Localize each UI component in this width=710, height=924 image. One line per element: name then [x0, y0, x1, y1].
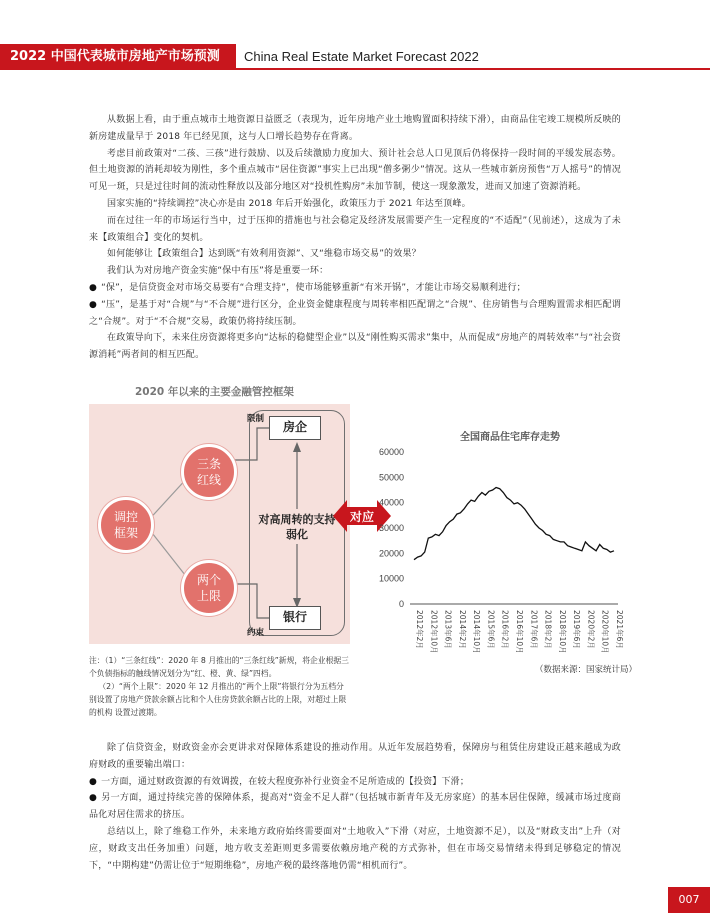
- y-tick-label: 10000: [378, 573, 404, 584]
- figure-title: 2020 年以来的主要金融管控框架: [135, 386, 294, 398]
- y-tick-label: 30000: [378, 523, 404, 533]
- paragraph: 国家实施的“持续调控”决心亦是由 2018 年后开始强化，政策压力于 2021 年达至顶峰。: [107, 198, 471, 209]
- paragraph: 总结以上，除了维稳工作外，未来地方政府始终需要面对“土地收入”下滑（对应，土地资源不足），以及“财政支出”上升（对应，财政支出任务加重）问题，地方收支差距则更多需要依赖房地产税的方式弥补，但在市场交易情绪未得到足够稳定的情况下，“中期构建”仍需让位于“短期维稳”，房地产税的最终落地仍需“相机而行”。: [89, 826, 621, 871]
- paragraph: 我们认为对房地产资金实施“保中有压”将是重要一环：: [107, 266, 329, 277]
- circle-main-label: 调控框架: [113, 510, 138, 540]
- x-tick-label: 2012年10月: [429, 610, 439, 654]
- paragraph: 除了信贷资金，财政资金亦会更讲求对保障体系建设的推动作用。从近年发展趋势看，保障房与租赁住房建设正越来越成为政府财政的重要输出端口：: [89, 743, 621, 770]
- body-text-top: [89, 112, 621, 364]
- x-tick-label: 2018年10月: [557, 610, 567, 654]
- circle-two-caps: [181, 560, 237, 616]
- tag-restrict: 限制: [247, 414, 265, 424]
- x-tick-label: 2019年6月: [572, 610, 582, 649]
- y-tick-label: 60000: [378, 447, 404, 457]
- circle-three-red-lines: [181, 444, 237, 500]
- paragraph: 而在过往一年的市场运行当中，过于压抑的措施也与社会稳定及经济发展需要产生一定程度的“不适配”（见前述），这成为了未来【政策组合】变化的契机。: [89, 215, 621, 243]
- box-bank: 银行: [269, 606, 321, 630]
- note-1: 注：（1）“三条红线”：2020 年 8 月推出的“三条红线”新规，将企业根据三个负债指标的触线情况划分为“红、橙、黄、绿”四档。: [89, 656, 349, 678]
- x-tick-label: 2012年2月: [415, 610, 424, 649]
- bullet-paragraph: ● “压”，是基于对“合规”与“不合规”进行区分，企业资金健康程度与周转率相匹配谓之“合规”、住房销售与合理购置需求相匹配谓之“合规”。对于“不合规”交易，政策仍将持续压制。: [89, 297, 621, 331]
- x-tick-label: 2016年10月: [515, 610, 524, 654]
- inventory-line-chart: [360, 440, 625, 660]
- x-tick-label: 2013年6月: [443, 610, 453, 649]
- page-header: [0, 44, 710, 70]
- x-tick-label: 2021年6月: [615, 610, 624, 649]
- y-tick-label: 40000: [378, 497, 404, 508]
- bullet-paragraph: ● 另一方面，通过持续完善的保障体系，提高对“资金不足人群”（包括城市新青年及无房家庭）的基本居住保障，缓减市场过度商品化对居住需求的挤压。: [89, 790, 621, 824]
- tag-constraint: 约束: [247, 628, 265, 638]
- framework-diagram: [89, 404, 350, 644]
- circle-bottom-label: 两个上限: [196, 573, 221, 603]
- x-tick-label: 2016年2月: [500, 610, 510, 649]
- x-tick-label: 2014年10月: [472, 610, 482, 654]
- bullet-paragraph: ● “保”，是信贷资金对市场交易要有“合理支持”，使市场能够重新“有米开锅”，才能让市场交易顺利进行；: [89, 280, 621, 297]
- y-tick-label: 0: [398, 599, 404, 609]
- page-number: 007: [668, 887, 710, 913]
- header-cn-title: 2022 中国代表城市房地产市场预测: [0, 44, 236, 70]
- paragraph: 在政策导向下，未来住房资源将更多向“达标的稳健型企业”以及“刚性购买需求”集中，从而促成“房地产的周转效率”与“社会资源消耗”两者间的相互匹配。: [89, 333, 621, 361]
- bullet-paragraph: ● 一方面，通过财政资源的有效调拨，在较大程度弥补行业资金不足所造成的【投资】下滑；: [89, 774, 621, 791]
- series-line: [414, 488, 614, 560]
- header-en-title: China Real Estate Market Forecast 2022: [244, 49, 479, 64]
- circle-main: [98, 497, 154, 553]
- chart-title: 全国商品住宅库存走势: [460, 432, 560, 443]
- x-tick-label: 2020年10月: [600, 610, 610, 654]
- x-tick-label: 2015年6月: [486, 610, 496, 649]
- x-tick-label: 2020年2月: [586, 610, 596, 649]
- x-tick-label: 2014年2月: [457, 610, 467, 649]
- paragraph: 如何能够让【政策组合】达到既“有效利用资源”、又“维稳市场交易”的效果？: [107, 249, 421, 260]
- figure-notes: [89, 654, 351, 719]
- body-text-bottom: [89, 740, 621, 874]
- circle-top-label: 三条红线: [196, 457, 221, 487]
- x-tick-label: 2017年6月: [529, 610, 539, 649]
- note-2: （2）“两个上限”：2020 年 12 月推出的“两个上限”将银行分为五档分别设置了房地产贷款余额占比和个人住房贷款余额占比的上限，对超过上限的机构 设置过渡期。: [89, 682, 347, 717]
- center-text: 对高周转的支持弱化: [258, 513, 336, 541]
- header-rule: [236, 68, 710, 70]
- box-developer: 房企: [269, 416, 321, 440]
- y-tick-label: 20000: [378, 548, 404, 559]
- arrow-label: 对应: [349, 510, 374, 524]
- data-source: （数据来源：国家统计局）: [535, 665, 638, 675]
- paragraph: 从数据上看，由于重点城市土地资源日益匮乏（表现为，近年房地产业土地购置面积持续下滑），由商品住宅竣工规模所反映的新房建成量早于 2018 年已经见顶，这与人口增长趋势存在背离。: [89, 115, 621, 142]
- y-tick-label: 50000: [378, 472, 404, 483]
- paragraph: 考虑目前政策对“二孩、三孩”进行鼓励、以及后续激励力度加大、预计社会总人口见顶后仍将保持一段时间的平缓发展态势。但土地资源的消耗却较为刚性，多个重点城市“居住资源”事实上已出现“僧多粥少”情况。这从一些城市新房预售“万人摇号”的情况可见一斑，只是过往时间的流动性释放以及部分地区对“投机性购房”未加节制，使这一现象激发，进而又加速了资源消耗。: [89, 148, 621, 193]
- x-tick-label: 2018年2月: [543, 610, 553, 649]
